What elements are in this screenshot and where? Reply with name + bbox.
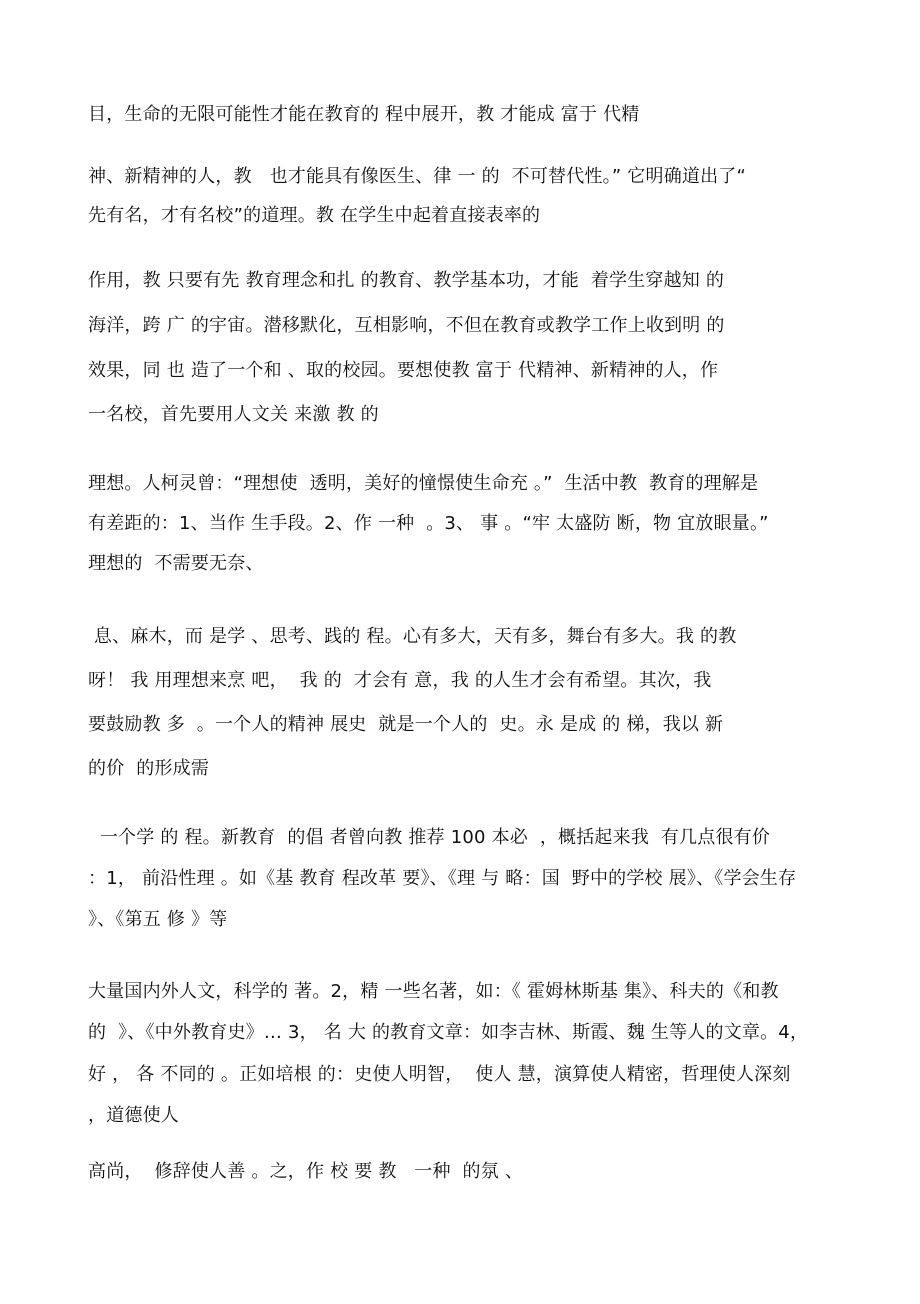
- text-line: 作用，教 只要有先 教育理念和扎 的教育、教学基本功，才能 着学生穿越知 的: [88, 270, 725, 291]
- text-line: 要鼓励教 多 。一个人的精神 展史 就是一个人的 史。永 是成 的 梯，我以 新: [88, 714, 724, 735]
- text-line: 理想的 不需要无奈、: [88, 553, 264, 574]
- text-line: 大量国内外人文，科学的 著。2，精 一些名著，如：《 霍姆林斯基 集》、科夫的《和教: [88, 981, 779, 1002]
- text-line: 高尚， 修辞使人善 。之，作 校 要 教 一种 的氛 、: [88, 1161, 524, 1182]
- text-line: 神、新精神的人，教 也才能具有像医生、律 一 的 不可替代性。” 它明确道出了“: [88, 166, 747, 187]
- text-line: 效果，同 也 造了一个和 、取的校园。要想使教 富于 代精神、新精神的人，作: [88, 360, 719, 381]
- text-line: 的 》、《中外教育史》… 3， 名 大 的教育文章：如李吉林、斯霞、魏 生等人的文章。4，: [88, 1022, 809, 1043]
- text-line: 的价 的形成需: [88, 758, 210, 779]
- text-line: 一名校，首先要用人文关 来激 教 的: [88, 404, 379, 425]
- text-line: 理想。人柯灵曾：“理想使 透明，美好的憧憬使生命充 。” 生活中教 教育的理解是: [88, 473, 759, 494]
- text-line: 有差距的：1、当作 生手段。2、作 一种 。3、 事 。“牢 太盛防 断，物 宜放眼量。”: [88, 513, 769, 534]
- text-line: 息、麻木，而 是学 、思考、践的 程。心有多大，天有多，舞台有多大。我 的教: [88, 626, 737, 647]
- text-line: 海洋，跨 广 的宇宙。潜移默化，互相影响，不但在教育或教学工作上收到明 的: [88, 315, 725, 336]
- text-line: 一个学 的 程。新教育 的倡 者曾向教 推荐 100 本必 ，概括起来我 有几点很有价: [88, 827, 771, 848]
- text-line: 好 ， 各 不同的 。正如培根 的：史使人明智， 使人 慧，演算使人精密，哲理使人深刻: [88, 1064, 791, 1085]
- text-line: ，道德使人: [88, 1105, 179, 1126]
- text-line: ：1， 前沿性理 。如《基 教育 程改革 要》、《理 与 略：国 野中的学校 展》、《学会生存: [88, 868, 797, 889]
- text-line: 》、《第五 修 》等: [88, 909, 228, 930]
- text-line: 目，生命的无限可能性才能在教育的 程中展开，教 才能成 富于 代精: [88, 104, 640, 125]
- text-line: 呀！ 我 用理想来烹 吧， 我 的 才会有 意，我 的人生才会有希望。其次，我: [88, 670, 712, 691]
- text-line: 先有名，才有名校”的道理。教 在学生中起着直接表率的: [88, 205, 541, 226]
